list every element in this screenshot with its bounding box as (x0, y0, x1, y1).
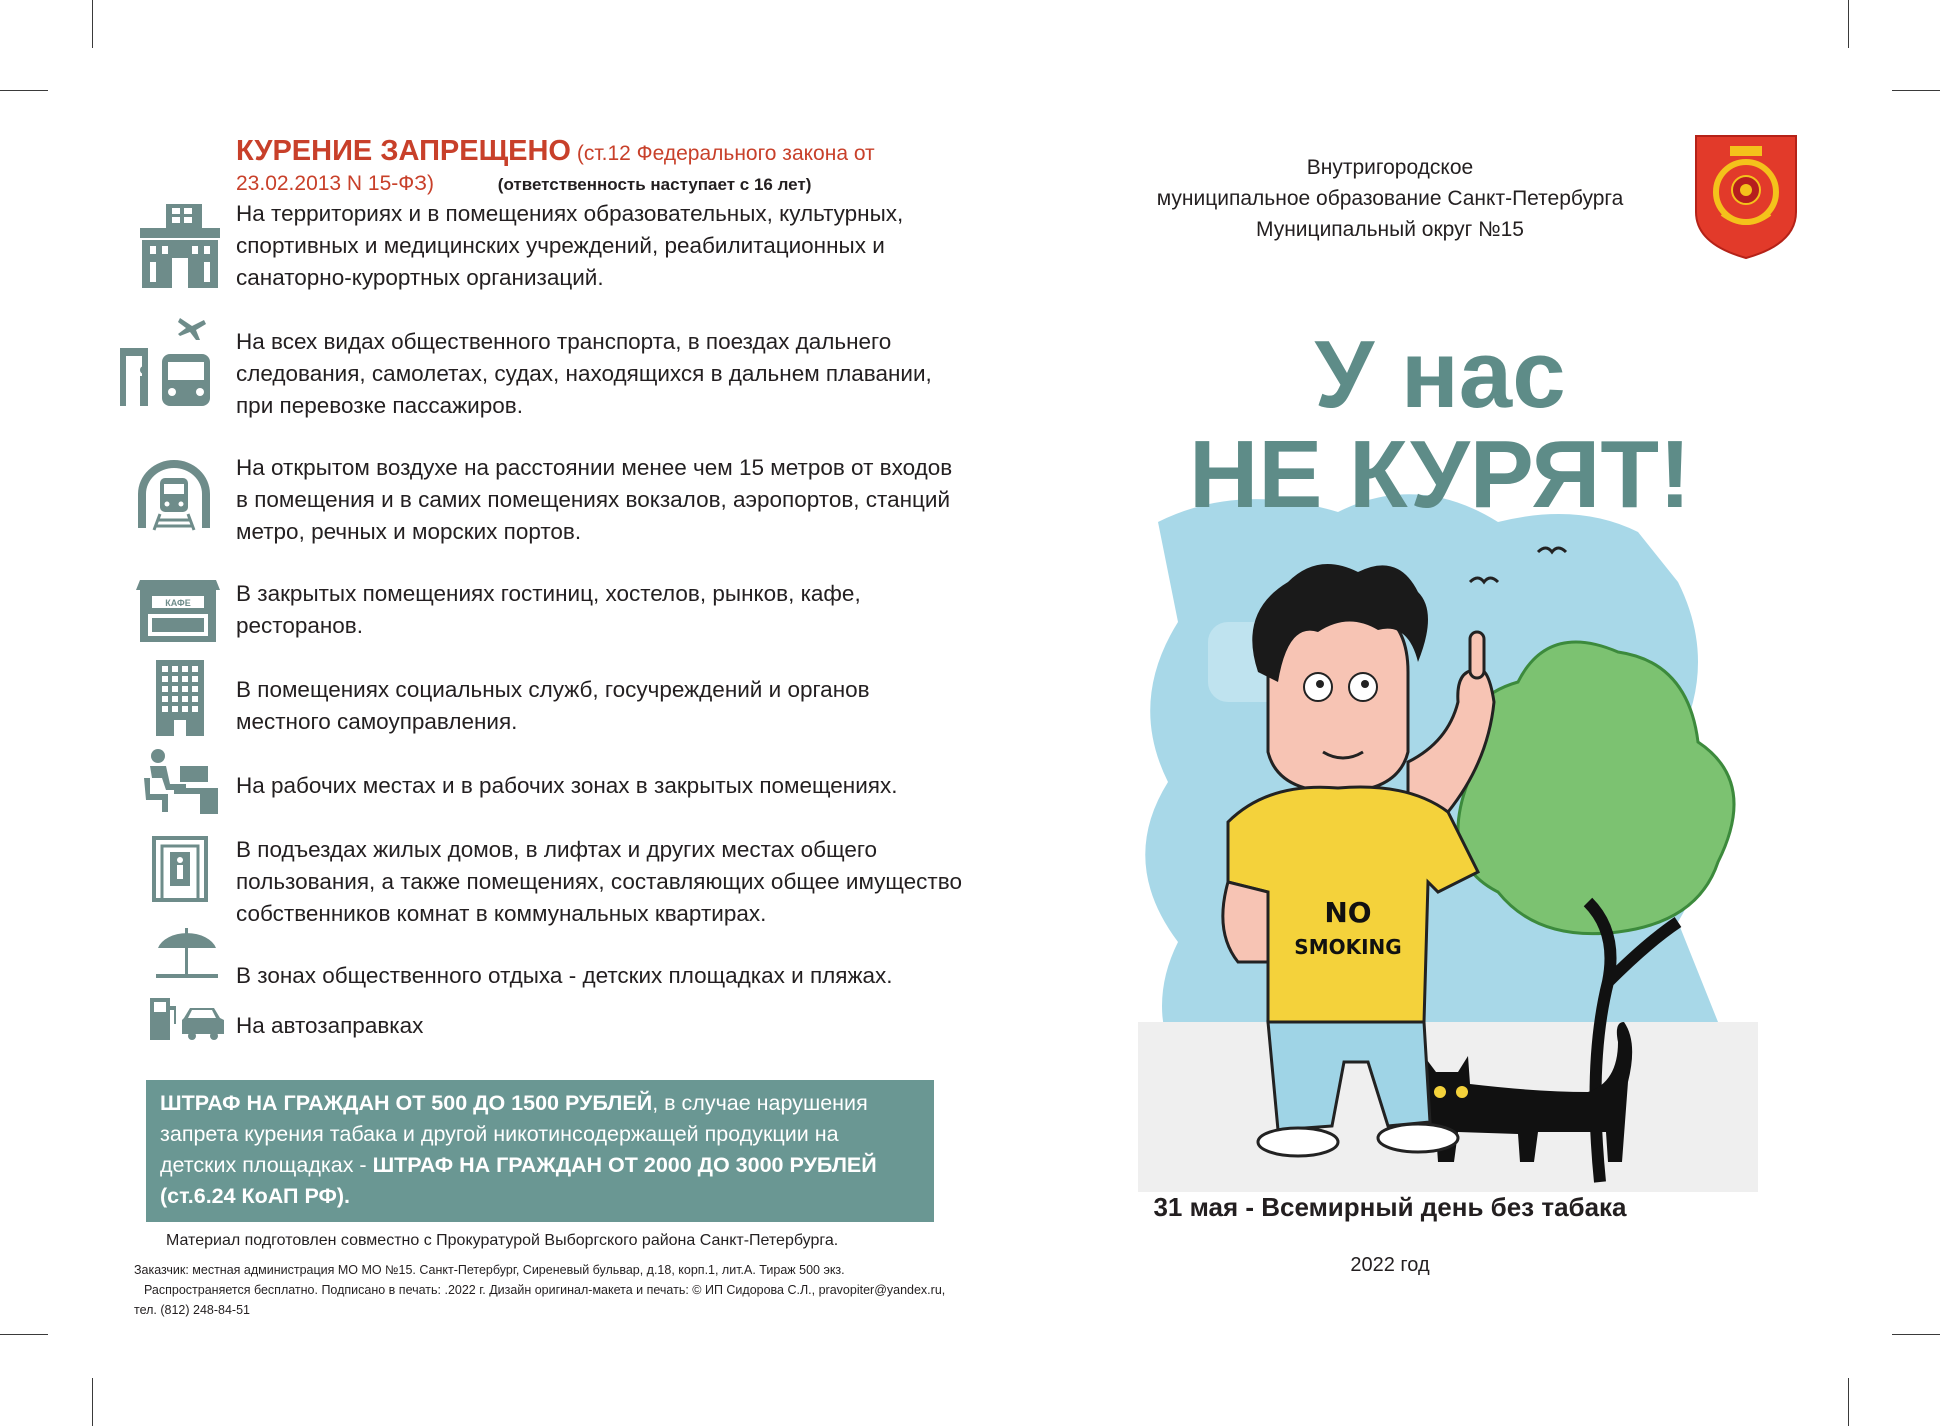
imprint-line: Заказчик: местная администрация МО МО №15. Санкт-Петербург, Сиреневый бульвар, д.18, корп.1, лит.А. Тираж 500 экз. (134, 1263, 845, 1277)
ban-heading (236, 136, 956, 200)
shirt-text-line-1: NO (1324, 896, 1372, 929)
law-reference: (ст.12 Федерального закона от 23.02.2013 N 15-ФЗ) (236, 142, 875, 195)
place-item: В зонах общественного отдыха - детских площадках и пляжах. (236, 963, 893, 988)
imprint-line: Распространяется бесплатно. Подписано в печать: .2022 г. Дизайн оригинал-макета и печать: © ИП Сидорова С.Л., pravopiter@yandex.ru, (144, 1283, 946, 1297)
office-building-icon (154, 660, 206, 736)
crop-mark (1892, 90, 1940, 91)
metro-train-icon (134, 456, 214, 532)
cafe-icon (136, 580, 220, 642)
building-icon (138, 200, 222, 288)
beach-umbrella-icon (154, 926, 220, 980)
imprint (134, 1260, 954, 1320)
coat-of-arms (1692, 132, 1800, 260)
place-item: На территориях и в помещениях образовательных, культурных, спортивных и медицинских учреждений, реабилитационных и санаторно-курортных организаций. (236, 201, 904, 290)
no-smoking-illustration (1118, 462, 1778, 1212)
crop-mark (1892, 1334, 1940, 1335)
organization-name (1110, 152, 1670, 245)
org-line: Внутригородское (1306, 156, 1474, 179)
place-item: В закрытых помещениях гостиниц, хостелов, рынков, кафе, ресторанов. (236, 581, 861, 638)
year-label: 2022 год (1350, 1254, 1430, 1276)
gas-station-icon (148, 994, 224, 1040)
place-item: В помещениях социальных служб, госучреждений и органов местного самоуправления. (236, 677, 870, 734)
crop-mark (0, 90, 48, 91)
transport-icon (118, 308, 212, 408)
org-line: Муниципальный округ №15 (1255, 218, 1524, 241)
crop-mark (1848, 1378, 1849, 1426)
fine-amount-2: ШТРАФ НА ГРАЖДАН ОТ 2000 ДО 3000 РУБЛЕЙ (ст.6.24 КоАП РФ). (160, 1153, 877, 1208)
place-item: На рабочих местах и в рабочих зонах в закрытых помещениях. (236, 773, 898, 798)
headline-line-2: НЕ КУРЯТ! (1189, 421, 1691, 528)
crop-mark (92, 1378, 93, 1426)
prepared-note: Материал подготовлен совместно с Прокуратурой Выборгского района Санкт-Петербурга. (166, 1232, 839, 1249)
fine-text: , в случае нарушения запрета курения табака и другой никотинсодержащей продукции на детских площадках - (160, 1091, 868, 1177)
place-item: В подъездах жилых домов, в лифтах и других местах общего пользования, а также помещениях, составляющих общее имущество собственников комнат в коммунальных квартирах. (236, 837, 962, 926)
cafe-sign: КАФЕ (165, 598, 191, 608)
org-line: муниципальное образование Санкт-Петербурга (1156, 187, 1624, 210)
ban-title: КУРЕНИЕ ЗАПРЕЩЕНО (236, 135, 571, 167)
crop-mark (92, 0, 93, 48)
place-item: На открытом воздухе на расстоянии менее чем 15 метров от входов в помещения и в самих помещениях вокзалов, аэропортов, станций метро, речных и морских портов. (236, 455, 953, 544)
world-no-tobacco-day: 31 мая - Всемирный день без табака (1153, 1192, 1627, 1222)
fine-amount-1: ШТРАФ НА ГРАЖДАН ОТ 500 ДО 1500 РУБЛЕЙ (160, 1091, 653, 1115)
workplace-icon (140, 748, 220, 814)
headline-line-1: У нас (1314, 321, 1566, 428)
shirt-text-line-2: SMOKING (1294, 935, 1402, 959)
fine-notice (146, 1080, 934, 1222)
crop-mark (1848, 0, 1849, 48)
crop-mark (0, 1334, 48, 1335)
responsibility-note: (ответственность наступает с 16 лет) (497, 175, 812, 194)
elevator-icon (152, 836, 208, 902)
place-item: На автозаправках (236, 1013, 424, 1038)
imprint-line: тел. (812) 248-84-51 (134, 1303, 251, 1317)
place-item: На всех видах общественного транспорта, в поездах дальнего следования, самолетах, судах, находящихся в дальнем плавании, при перевозке пассажиров. (236, 329, 932, 418)
